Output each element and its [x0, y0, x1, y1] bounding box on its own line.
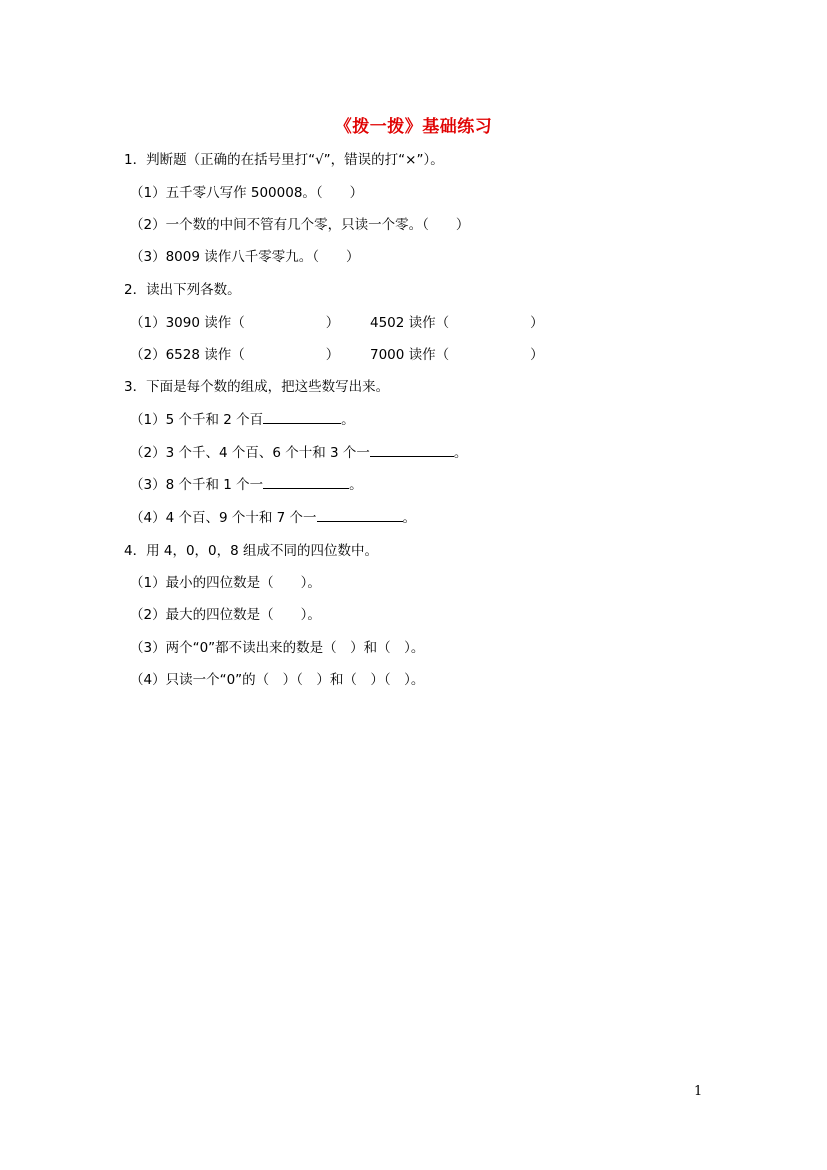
question-1-item-2: （2）一个数的中间不管有几个零，只读一个零。（ ）	[130, 217, 470, 233]
question-4-heading: 4．用 4，0，0，8 组成不同的四位数中。	[124, 543, 379, 559]
question-3-item-3-end: 。	[349, 477, 363, 493]
question-2-row-2-right: 7000 读作（ ）	[370, 347, 544, 363]
question-1-item-3: （3）8009 读作八千零零九。（ ）	[130, 249, 360, 265]
question-4-item-1: （1）最小的四位数是（ ）。	[130, 575, 321, 591]
question-3-item-4-text: （4）4 个百、9 个十和 7 个一	[130, 510, 317, 526]
question-3-heading: 3．下面是每个数的组成，把这些数写出来。	[124, 379, 390, 395]
question-4-item-2: （2）最大的四位数是（ ）。	[130, 607, 321, 623]
question-3-item-1	[130, 410, 355, 430]
answer-blank[interactable]	[317, 509, 403, 522]
question-2-heading: 2．读出下列各数。	[124, 282, 241, 298]
question-1-item-1: （1）五千零八写作 500008。（ ）	[130, 185, 364, 201]
question-2-row-1-left: （1）3090 读作（ ）	[130, 315, 340, 331]
question-3-item-3-text: （3）8 个千和 1 个一	[130, 477, 264, 493]
answer-blank[interactable]	[263, 476, 349, 489]
question-3-item-1-end: 。	[341, 412, 355, 428]
question-3-item-1-text: （1）5 个千和 2 个百	[130, 412, 264, 428]
question-3-item-2-end: 。	[453, 445, 468, 461]
answer-blank[interactable]	[263, 411, 341, 424]
question-3-item-2	[130, 443, 467, 463]
question-3-item-2-text: （2）3 个千、4 个百、6 个十和 3 个一	[130, 445, 370, 461]
question-4-item-4: （4）只读一个“0”的（ ）（ ）和（ ）（ ）。	[130, 672, 425, 688]
worksheet-title: 《拨一拨》基础练习	[334, 117, 493, 137]
question-3-item-4	[130, 508, 416, 528]
question-1-heading: 1．判断题（正确的在括号里打“√”，错误的打“×”）。	[124, 152, 444, 168]
question-2-row-2-left: （2）6528 读作（ ）	[130, 347, 340, 363]
question-3-item-4-end: 。	[402, 510, 417, 526]
page-number: 1	[694, 1084, 703, 1099]
question-4-item-3: （3）两个“0”都不读出来的数是（ ）和（ ）。	[130, 640, 425, 656]
question-2-row-1-right: 4502 读作（ ）	[370, 315, 544, 331]
answer-blank[interactable]	[370, 444, 454, 457]
question-3-item-3	[130, 475, 363, 495]
